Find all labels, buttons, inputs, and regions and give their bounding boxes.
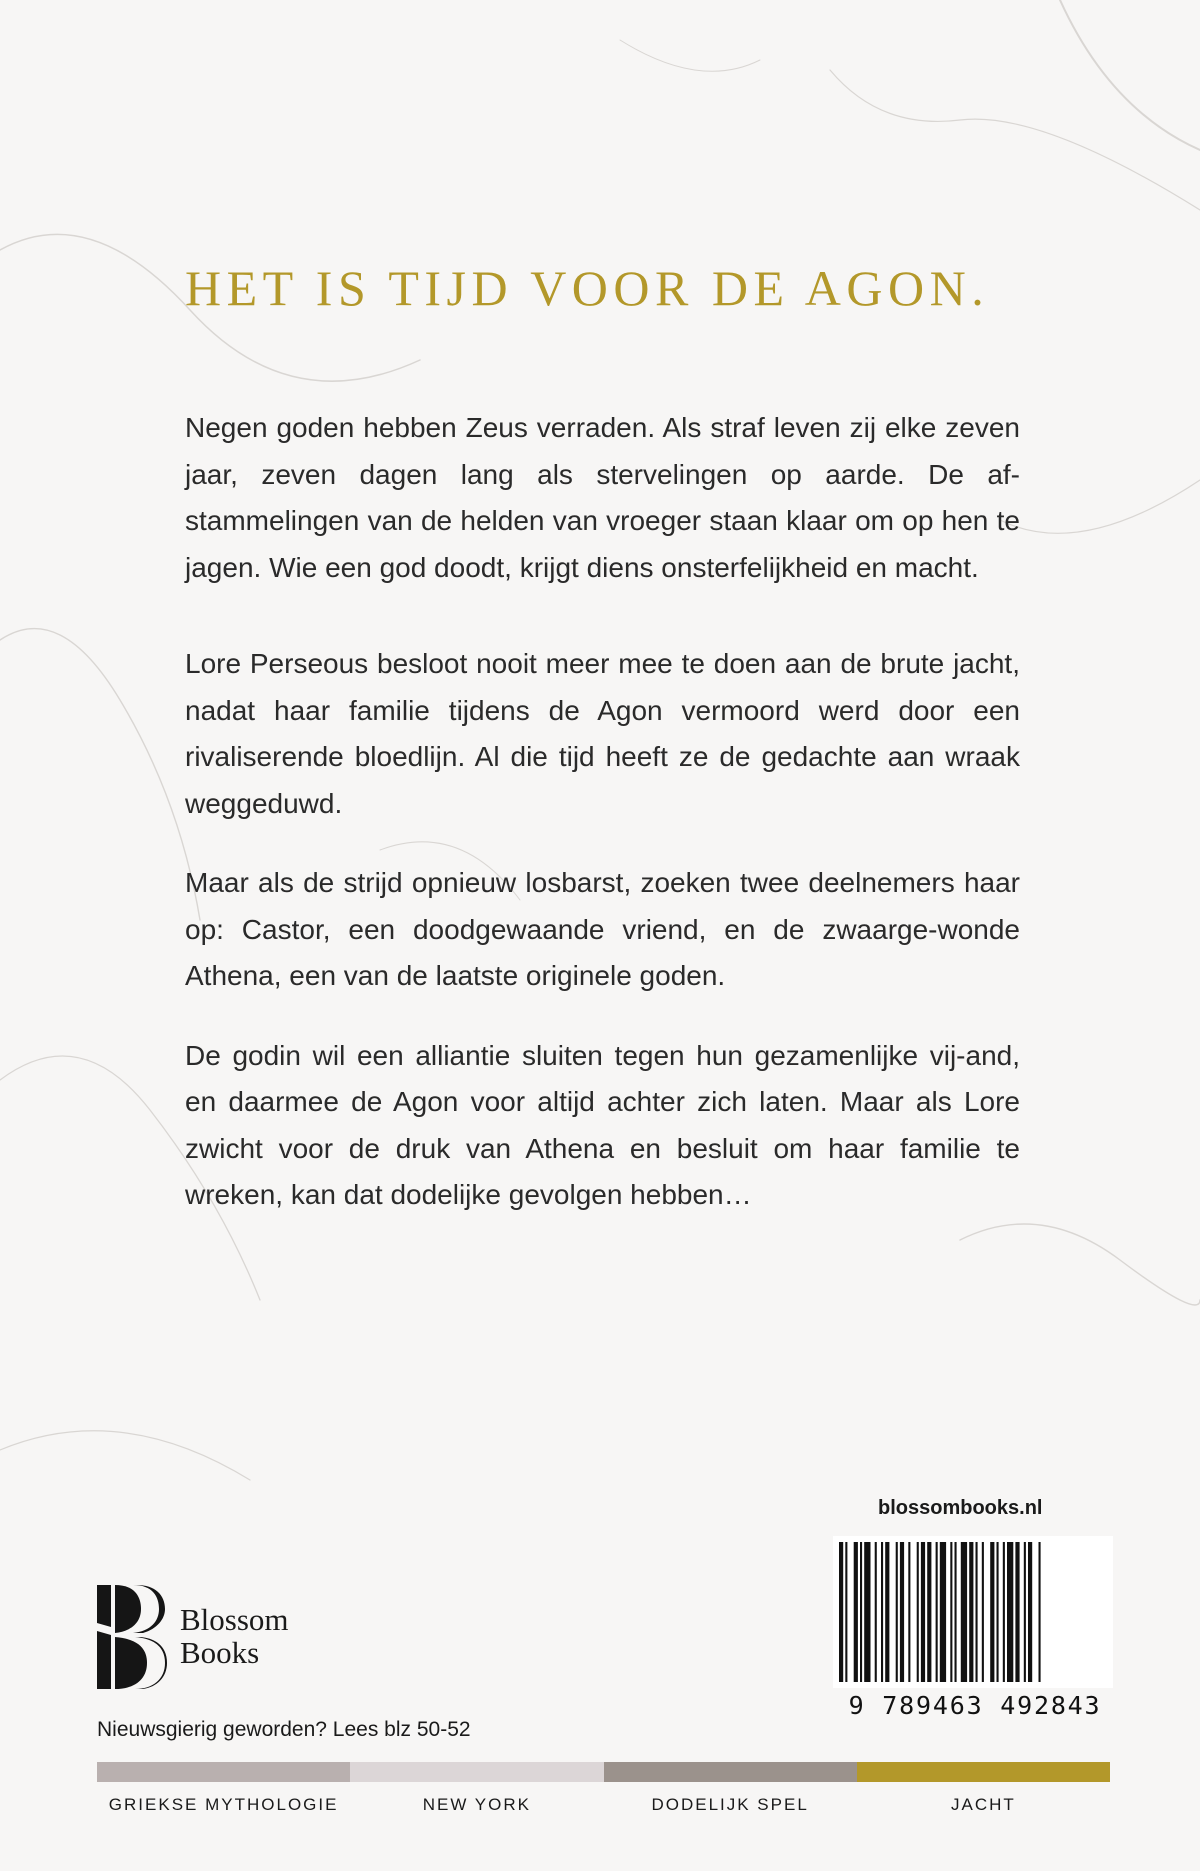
- barcode-bar: [961, 1542, 967, 1682]
- blurb-paragraph: Maar als de strijd opnieuw losbarst, zoeken twee deelnemers haar op: Castor, een doodgewaande vriend, en de zwaarge-wonde Athena, een van de laatste originele goden.: [185, 867, 1020, 991]
- barcode-bar: [908, 1542, 910, 1682]
- isbn-number: 9 789463 492843: [848, 1691, 1102, 1720]
- barcode-bar: [881, 1542, 883, 1682]
- tag-label: GRIEKSE MYTHOLOGIE: [108, 1795, 339, 1814]
- blurb-paragraph: De godin wil een alliantie sluiten tegen hun gezamenlijke vij-and, en daarmee de Agon voor altijd achter zich laten. Maar als Lore zwicht voor de druk van Athena en besluit om haar familie te wreken, kan dat dodelijke gevolgen hebben…: [185, 1039, 1020, 1210]
- tag-label: DODELIJK SPEL: [651, 1795, 809, 1814]
- barcode-bar: [1015, 1542, 1019, 1682]
- blurb-paragraph: Negen goden hebben Zeus verraden. Als straf leven zij elke zeven jaar, zeven dagen lang als stervelingen op aarde. De af-stammelingen van de helden van vroeger staan klaar om op hen te jagen. Wie een god doodt, krijgt diens onsterfelijkheid en macht.: [185, 412, 1020, 583]
- barcode-bar: [969, 1542, 973, 1682]
- barcode-bar: [940, 1542, 946, 1682]
- blurb: [185, 405, 1020, 1219]
- barcode-bar: [875, 1542, 877, 1682]
- barcode-bar: [976, 1542, 978, 1682]
- barcode-bar: [997, 1542, 999, 1682]
- barcode-bar: [955, 1542, 957, 1682]
- barcode-bar: [921, 1542, 925, 1682]
- teaser-text: Nieuwsgierig geworden? Lees blz 50-52: [97, 1718, 471, 1741]
- barcode-bar: [927, 1542, 931, 1682]
- barcode-bar: [936, 1542, 938, 1682]
- barcode-bar: [885, 1542, 889, 1682]
- barcode-bar: [896, 1542, 898, 1682]
- barcode-bar: [864, 1542, 870, 1682]
- barcode-bar: [1024, 1542, 1026, 1682]
- barcode: [833, 1536, 1113, 1688]
- barcode-bar: [1003, 1542, 1005, 1682]
- publisher-website: blossombooks.nl: [878, 1497, 1043, 1519]
- blossom-books-logo-icon: [95, 1583, 167, 1691]
- tag-labels: [97, 1795, 1110, 1815]
- barcode-bars: [833, 1536, 1113, 1688]
- barcode-bar: [854, 1542, 858, 1682]
- tag-color-segment: [97, 1762, 350, 1782]
- barcode-bar: [860, 1542, 862, 1682]
- barcode-bar: [1039, 1542, 1041, 1682]
- barcode-bar: [1028, 1542, 1032, 1682]
- tag-color-bar: [97, 1762, 1110, 1782]
- tag-color-segment: [604, 1762, 857, 1782]
- headline: HET IS TIJD VOOR DE AGON.: [185, 260, 990, 316]
- tag-color-segment: [350, 1762, 603, 1782]
- tag-label: NEW YORK: [422, 1795, 531, 1814]
- publisher-name: [180, 1603, 289, 1669]
- publisher-name-line2: Books: [180, 1635, 260, 1670]
- tag-label: JACHT: [950, 1795, 1016, 1814]
- barcode-bar: [950, 1542, 952, 1682]
- blurb-paragraph: Lore Perseous besloot nooit meer mee te doen aan de brute jacht, nadat haar familie tijdens de Agon vermoord werd door een rivaliserende bloedlijn. Al die tijd heeft ze de gedachte aan wraak weggeduwd.: [185, 648, 1020, 819]
- barcode-bar: [839, 1542, 843, 1682]
- barcode-bar: [900, 1542, 904, 1682]
- publisher-name-line1: Blossom: [180, 1602, 289, 1637]
- tag-color-segment: [857, 1762, 1110, 1782]
- barcode-bar: [982, 1542, 984, 1682]
- barcode-bar: [990, 1542, 994, 1682]
- barcode-bar: [917, 1542, 919, 1682]
- barcode-bar: [1007, 1542, 1013, 1682]
- barcode-bar: [845, 1542, 847, 1682]
